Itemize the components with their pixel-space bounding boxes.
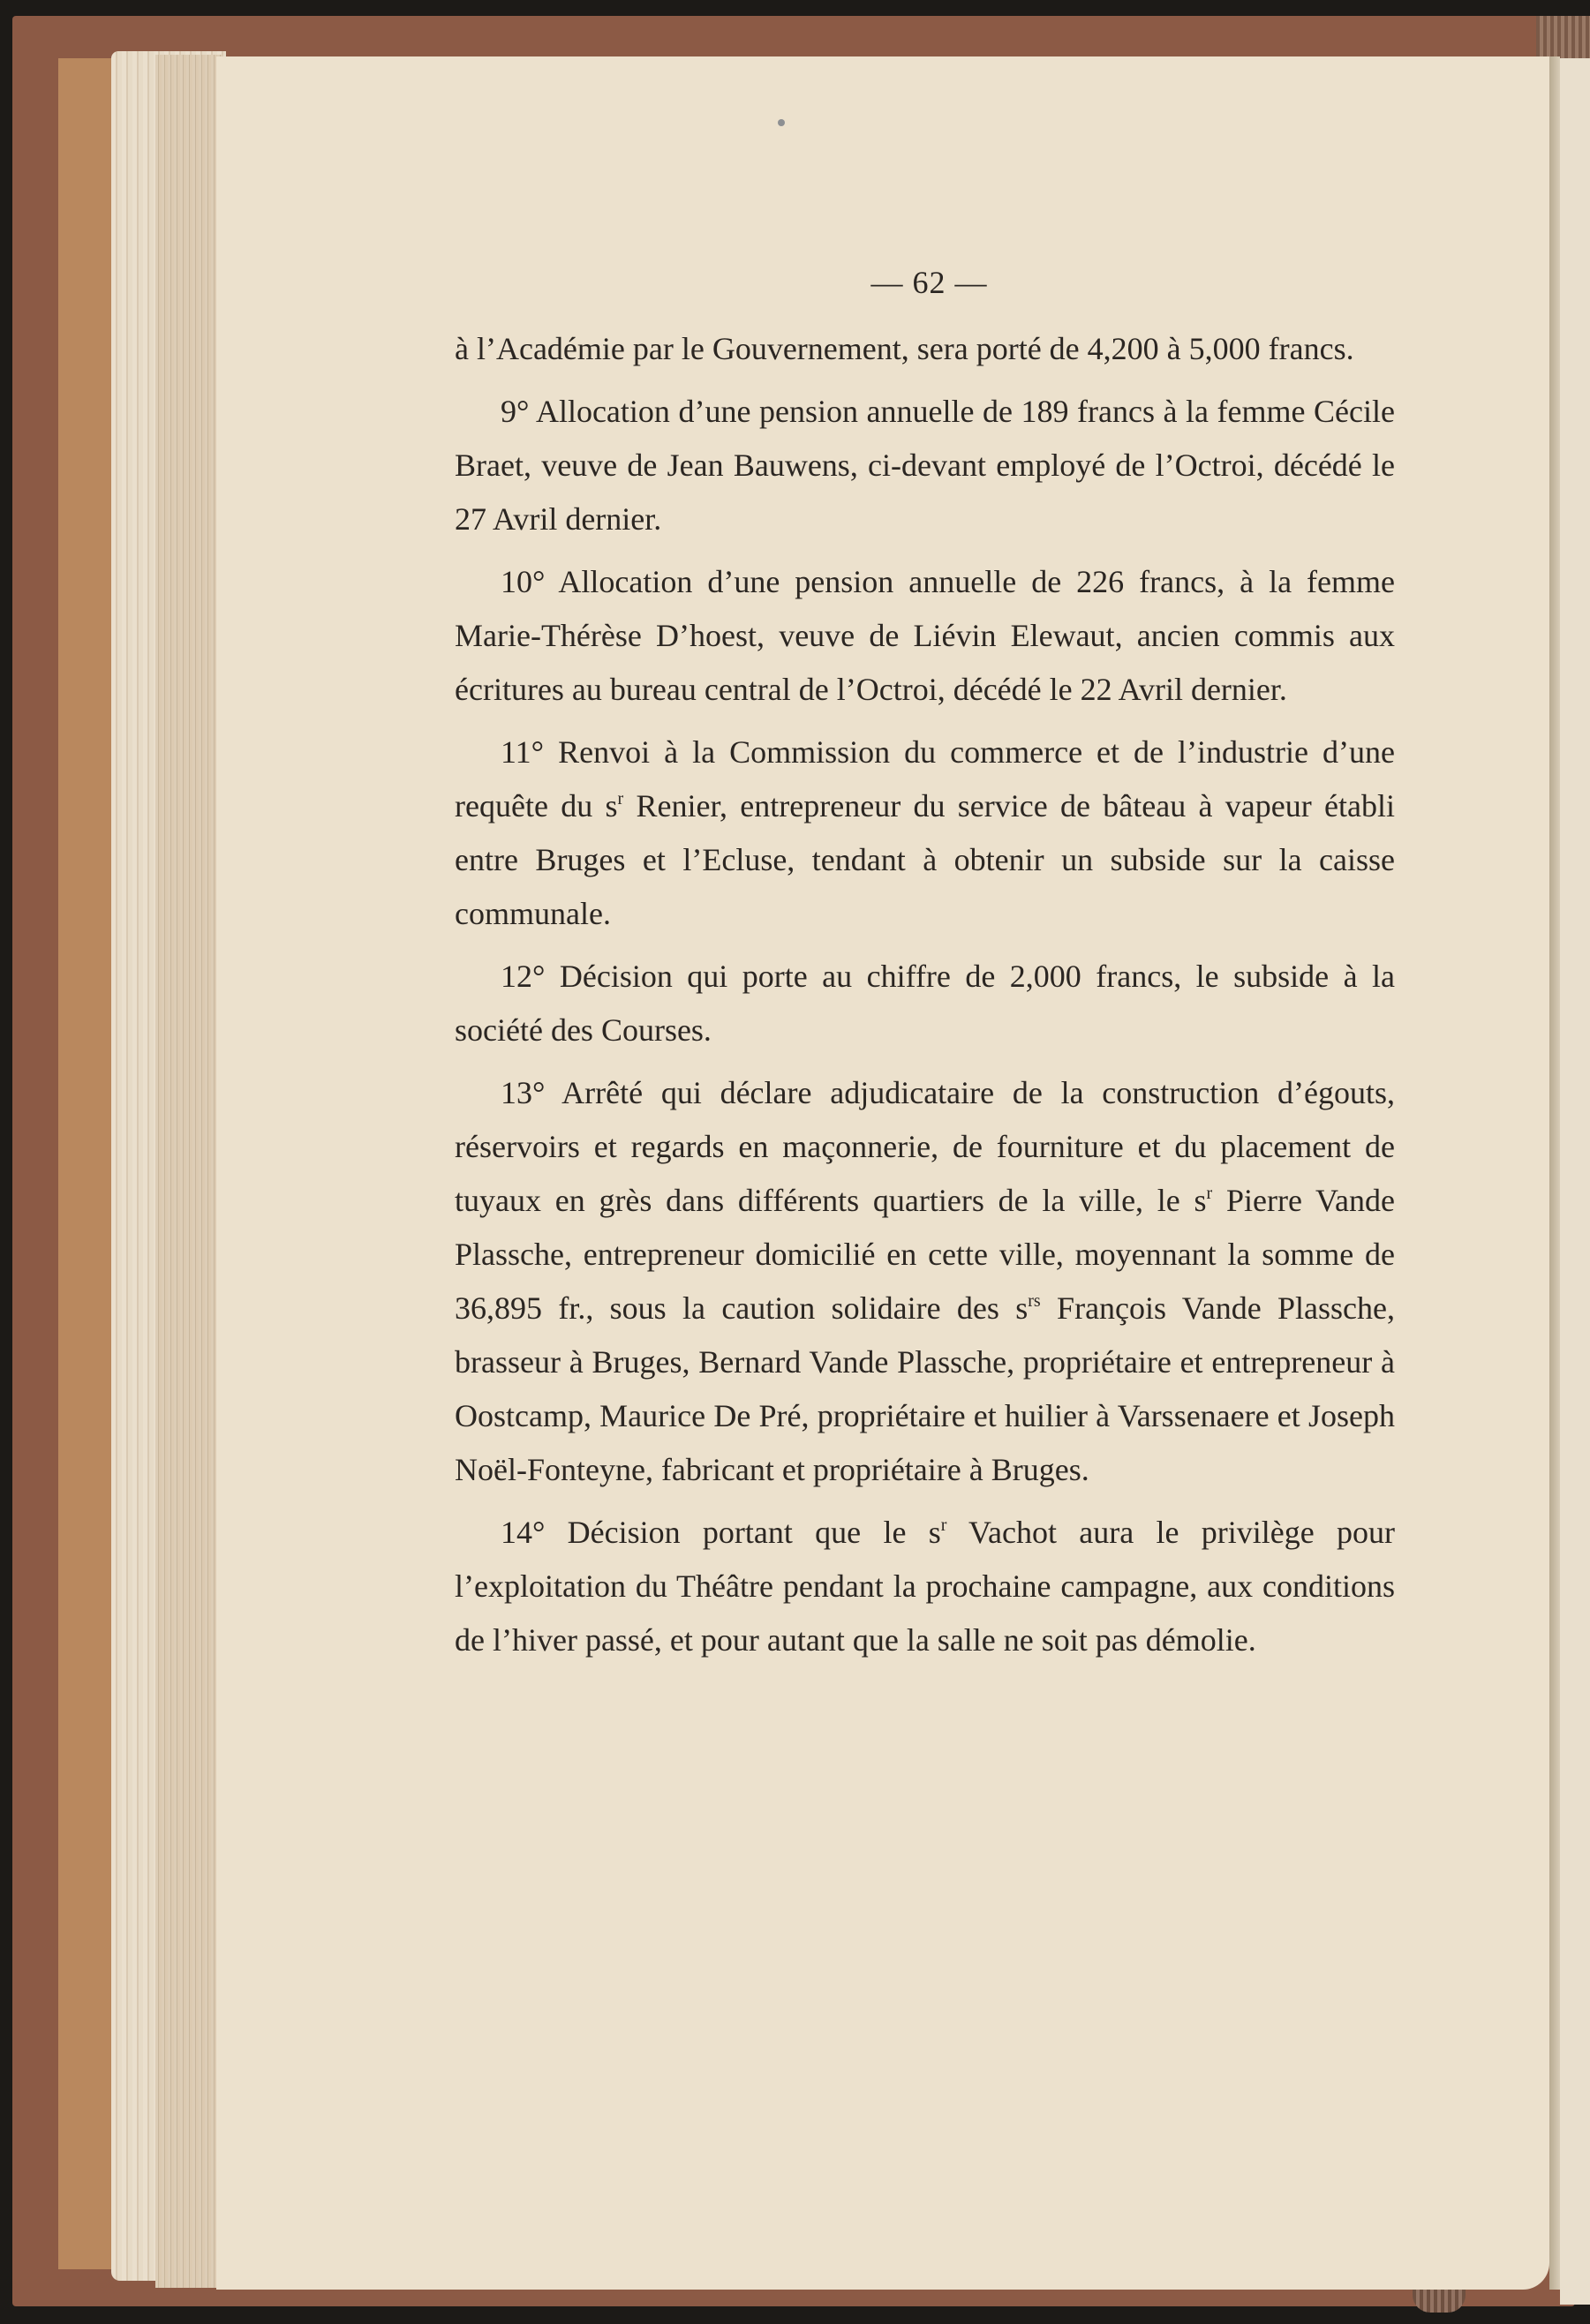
paragraph-item-10: 10° Allocation d’une pension annuelle de 226 francs, à la femme Marie-Thérèse D’hoest, veuve de Liévin Elewaut, ancien commis aux écritures au bureau central de l’Octroi, décédé le 22 Avril dernier.	[455, 564, 1395, 707]
paragraph-item-12: 12° Décision qui porte au chiffre de 2,000 francs, le subside à la société des Courses.	[455, 959, 1395, 1048]
paper-speck	[778, 119, 785, 126]
page-number: — 62 —	[870, 265, 988, 300]
paragraph-item-11: 11° Renvoi à la Commission du commerce et de l’industrie d’une requête du $s^r$ Renier, entrepreneur du service de bâteau à vapeur établi entre Bruges et l’Ecluse, tendant à obtenir un subside sur la caisse communale.	[455, 734, 1395, 931]
paragraph-item-13: 13° Arrêté qui déclare adjudicataire de la construction d’égouts, réservoirs et regards en maçonnerie, de fourniture et du placement de tuyaux en grès dans différents quartiers de la ville, le $s^r$ Pierre Vande Plassche, entrepreneur domicilié en cette ville, moyennant la somme de 36,895 fr., sous la caution solidaire des $s^{rs}$ François Vande Plassche, brasseur à Bruges, Bernard Vande Plassche, propriétaire et entrepreneur à Oostcamp, Maurice De Pré, propriétaire et huilier à Varssenaere et Joseph Noël-Fonteyne, fabricant et propriétaire à Bruges.	[455, 1075, 1395, 1487]
paragraph-continuation: à l’Académie par le Gouvernement, sera porté de 4,200 à 5,000 francs.	[455, 331, 1354, 366]
page-text	[455, 256, 1395, 1667]
page-stack-edge-inner	[155, 55, 222, 2288]
paragraph-item-14: 14° Décision portant que le $s^r$ Vachot aura le privilège pour l’exploitation du Théâtre pendant la prochaine campagne, aux conditions de l’hiver passé, et pour autant que la salle ne soit pas démolie.	[455, 1515, 1396, 1658]
spine-binding-top	[1536, 16, 1590, 58]
gutter-shadow	[1549, 56, 1560, 2290]
paragraph-item-9: 9° Allocation d’une pension annuelle de 189 francs à la femme Cécile Braet, veuve de Jean Bauwens, ci-devant employé de l’Octroi, décédé le 27 Avril dernier.	[455, 394, 1395, 537]
facing-page-edge	[1560, 58, 1590, 2305]
